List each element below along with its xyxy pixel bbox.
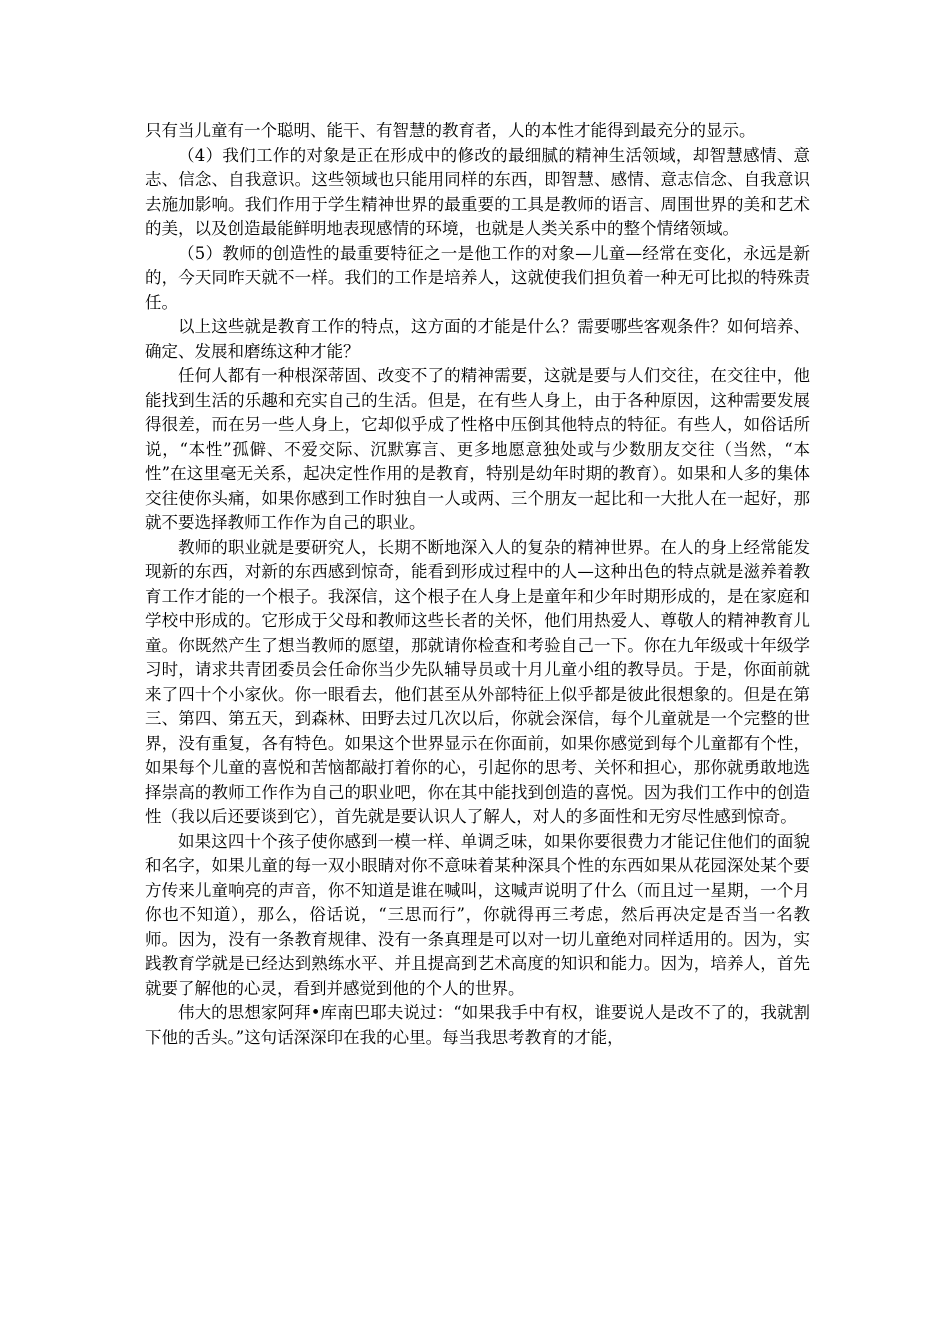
- paragraph-8: 伟大的思想家阿拜•库南巴耶夫说过：“如果我手中有权，谁要说人是改不了的，我就割下他的舌头。”这句话深深印在我的心里。每当我思考教育的才能，: [145, 1003, 810, 1047]
- paragraph-1: 只有当儿童有一个聪明、能干、有智慧的教育者，人的本性才能得到最充分的显示。: [145, 121, 756, 140]
- paragraph-3: （5）教师的创造性的最重要特征之一是他工作的对象—儿童—经常在变化，永远是新的，今天同昨天就不一样。我们的工作是培养人，这就使我们担负着一种无可比拟的特殊责任。: [145, 243, 810, 312]
- paragraph-5: 任何人都有一种根深蒂固、改变不了的精神需要，这就是要与人们交往，在交往中，他能找到生活的乐趣和充实自己的生活。但是，在有些人身上，由于各种原因，这种需要发展得很差，而在另一些人身上，它却似乎成了性格中压倒其他特点的特征。有些人，如俗话所说，“本性”孤僻、不爱交际、沉默寡言、更多地愿意独处或与少数朋友交往（当然，“本性”在这里毫无关系，起决定性作用的是教育，特别是幼年时期的教育）。如果和人多的集体交往使你头痛，如果你感到工作时独自一人或两、三个朋友一起比和一大批人在一起好，那就不要选择教师工作作为自己的职业。: [145, 366, 810, 532]
- paragraph-4: 以上这些就是教育工作的特点，这方面的才能是什么？需要哪些客观条件？如何培养、确定、发展和磨练这种才能？: [145, 317, 810, 361]
- paragraph-6: 教师的职业就是要研究人，长期不断地深入人的复杂的精神世界。在人的身上经常能发现新的东西，对新的东西感到惊奇，能看到形成过程中的人—这种出色的特点就是滋养着教育工作才能的一个根子。我深信，这个根子在人身上是童年和少年时期形成的，是在家庭和学校中形成的。它形成于父母和教师这些长者的关怀，他们用热爱人、尊敬人的精神教育儿童。你既然产生了想当教师的愿望，那就请你检查和考验自己一下。你在九年级或十年级学习时，请求共青团委员会任命你当少先队辅导员或十月儿童小组的教导员。于是，你面前就来了四十个小家伙。你一眼看去，他们甚至从外部特征上似乎都是彼此很想象的。但是在第三、第四、第五天，到森林、田野去过几次以后，你就会深信，每个儿童就是一个完整的世界，没有重复，各有特色。如果这个世界显示在你面前，如果你感觉到每个儿童都有个性，如果每个儿童的喜悦和苦恼都敲打着你的心，引起你的思考、关怀和担心，那你就勇敢地选择崇高的教师工作作为自己的职业吧，你在其中能找到创造的喜悦。因为我们工作中的创造性（我以后还要谈到它），首先就是要认识人了解人，对人的多面性和无穷尽性感到惊奇。: [145, 537, 810, 826]
- document-body: [145, 119, 810, 1050]
- paragraph-2: （4）我们工作的对象是正在形成中的修改的最细腻的精神生活领域，却智慧感情、意志、信念、自我意识。这些领域也只能用同样的东西，即智慧、感情、意志信念、自我意识去施加影响。我们作用于学生精神世界的最重要的工具是教师的语言、周围世界的美和艺术的美，以及创造最能鲜明地表现感情的环境，也就是人类关系中的整个情绪领域。: [145, 145, 810, 238]
- paragraph-7: 如果这四十个孩子使你感到一模一样、单调乏味，如果你要很费力才能记住他们的面貌和名字，如果儿童的每一双小眼睛对你不意味着某种深具个性的东西如果从花园深处某个要方传来儿童响亮的声音，你不知道是谁在喊叫，这喊声说明了什么（而且过一星期，一个月你也不知道），那么，俗话说，“三思而行”，你就得再三考虑，然后再决定是否当一名教师。因为，没有一条教育规律、没有一条真理是可以对一切儿童绝对同样适用的。因为，实践教育学就是已经达到熟练水平、并且提高到艺术高度的知识和能力。因为，培养人，首先就要了解他的心灵，看到并感觉到他的个人的世界。: [145, 831, 810, 998]
